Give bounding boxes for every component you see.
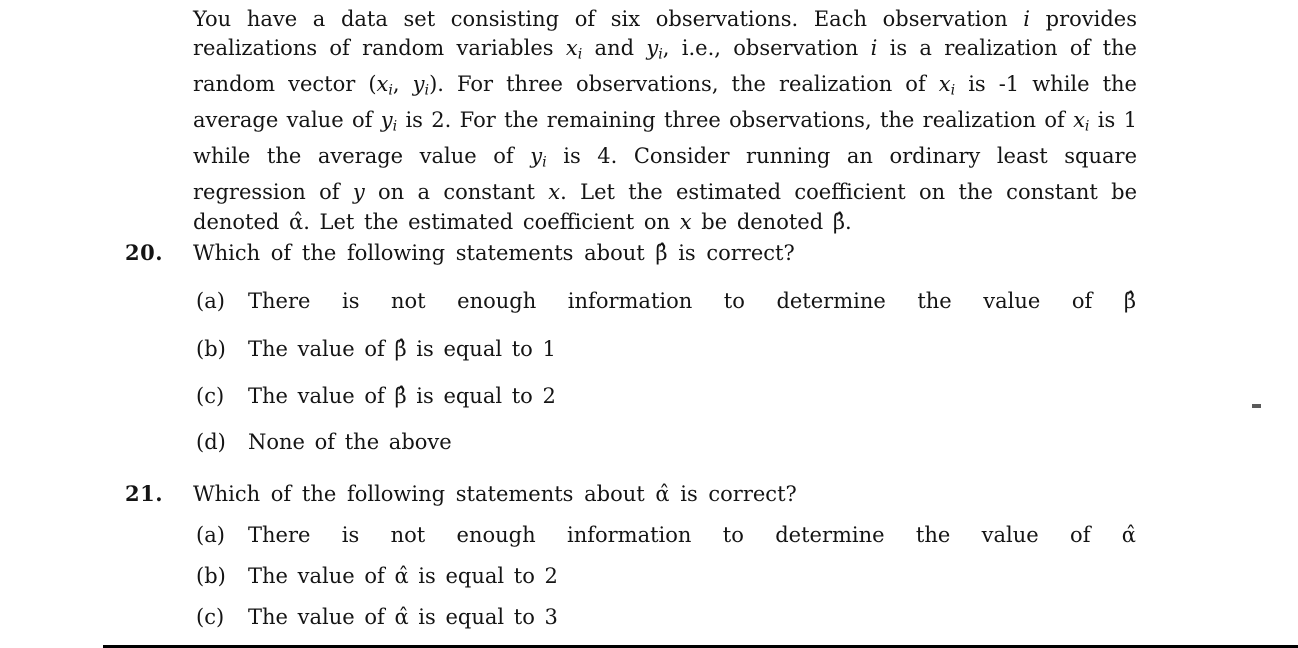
question-20-option-c-label: (c) <box>196 384 225 408</box>
question-20-option-c-text: The value of β̂ is equal to 2 <box>248 384 556 408</box>
question-21-option-c-text: The value of α̂ is equal to 3 <box>248 605 558 629</box>
question-20-text: Which of the following statements about β̂ is correct? <box>193 241 795 265</box>
intro-line-3: random vector ($x_i$, $y_i$). For three observations, the realization of $x_i$ is -1 while the <box>193 72 1137 99</box>
question-21-option-c-label: (c) <box>196 605 225 629</box>
question-20-option-a-text: There is not enough information to determine the value of β̂ <box>248 289 1136 313</box>
question-20-option-b-label: (b) <box>196 337 226 361</box>
intro-line-6: regression of y on a constant x. Let the estimated coefficient on the constant be <box>193 180 1137 205</box>
question-21-option-b-text: The value of α̂ is equal to 2 <box>248 564 558 588</box>
intro-line-4: average value of $y_i$ is 2. For the remaining three observations, the realization of $x_i$ is 1 <box>193 108 1137 135</box>
intro-paragraph <box>193 5 1137 237</box>
question-20-option-b-text: The value of β̂ is equal to 1 <box>248 337 556 361</box>
intro-line-1: You have a data set consisting of six observations. Each observation i provides <box>193 7 1137 31</box>
intro-line-2: realizations of random variables $x_i$ and $y_i$, i.e., observation i is a realization of the <box>193 36 1137 63</box>
question-20-number: 20. <box>125 240 164 265</box>
intro-line-7: denoted α̂. Let the estimated coefficient on x be denoted β̂. <box>193 209 852 234</box>
question-21-number: 21. <box>125 481 164 506</box>
scan-speck <box>1252 404 1261 408</box>
question-21-option-b-label: (b) <box>196 564 226 588</box>
question-21-text: Which of the following statements about α̂ is correct? <box>193 482 797 506</box>
question-20-option-d-text: None of the above <box>248 430 452 454</box>
intro-line-5: while the average value of $y_i$ is 4. Consider running an ordinary least square <box>193 144 1138 171</box>
question-20-option-d-label: (d) <box>196 430 226 454</box>
question-21-option-a-label: (a) <box>196 523 225 547</box>
question-21-option-a-text: There is not enough information to determine the value of α̂ <box>248 523 1136 547</box>
question-20-option-a-label: (a) <box>196 289 225 313</box>
